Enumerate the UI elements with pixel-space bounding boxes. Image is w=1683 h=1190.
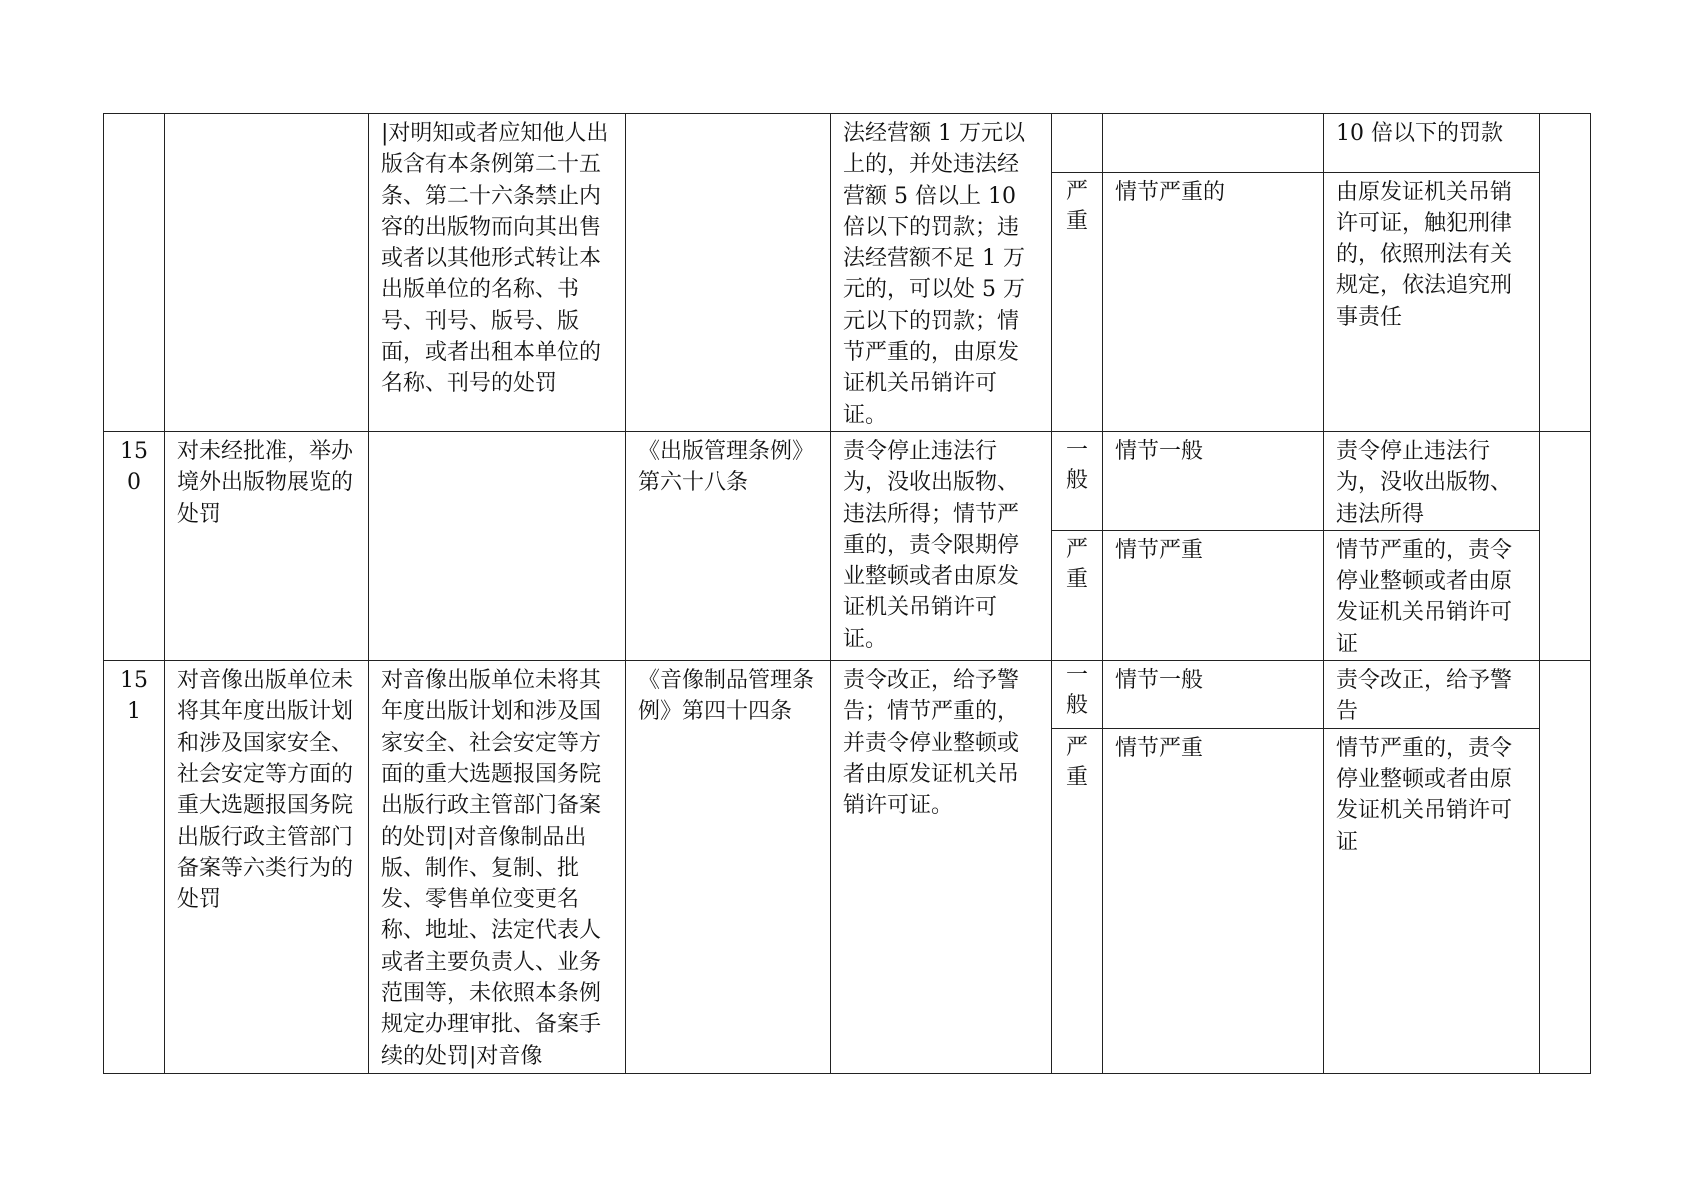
discretion-measure: 由原发证机关吊销许可证，触犯刑律的，依照刑法有关规定，依法追究刑事责任 — [1324, 172, 1540, 431]
level-cell: 一般 — [1052, 431, 1103, 530]
penalty-standard: 责令改正，给予警告；情节严重的，并责令停业整顿或者由原发证机关吊销许可证。 — [831, 661, 1052, 1074]
item-content — [369, 431, 626, 660]
note-cell — [1540, 114, 1591, 432]
row-number: 151 — [104, 661, 165, 1074]
legal-basis: 《音像制品管理条例》第四十四条 — [626, 661, 831, 1074]
discretion-measure: 责令改正，给予警告 — [1324, 661, 1540, 729]
discretion-measure: 情节严重的，责令停业整顿或者由原发证机关吊销许可证 — [1324, 530, 1540, 660]
circumstance: 情节一般 — [1103, 661, 1324, 729]
note-cell — [1540, 661, 1591, 1074]
legal-basis — [626, 114, 831, 432]
level-cell: 严重 — [1052, 172, 1103, 431]
penalty-standards-table — [103, 113, 1591, 1074]
level-cell — [1052, 114, 1103, 173]
circumstance: 情节严重 — [1103, 728, 1324, 1073]
discretion-measure: 责令停止违法行为，没收出版物、违法所得 — [1324, 431, 1540, 530]
discretion-measure: 情节严重的，责令停业整顿或者由原发证机关吊销许可证 — [1324, 728, 1540, 1073]
item-content: 对音像出版单位未将其年度出版计划和涉及国家安全、社会安定等方面的重大选题报国务院出版行政主管部门备案的处罚|对音像制品出版、制作、复制、批发、零售单位变更名称、地址、法定代表人或者主要负责人、业务范围等，未依照本条例规定办理审批、备案手续的处罚|对音像 — [369, 661, 626, 1074]
legal-basis: 《出版管理条例》第六十八条 — [626, 431, 831, 660]
item-content: |对明知或者应知他人出版含有本条例第二十五条、第二十六条禁止内容的出版物而向其出售或者以其他形式转让本出版单位的名称、书号、刊号、版号、版面，或者出租本单位的名称、刊号的处罚 — [369, 114, 626, 432]
level-cell: 一般 — [1052, 661, 1103, 729]
discretion-measure: 10 倍以下的罚款 — [1324, 114, 1540, 173]
table-row — [104, 431, 1591, 530]
circumstance: 情节一般 — [1103, 431, 1324, 530]
circumstance: 情节严重的 — [1103, 172, 1324, 431]
circumstance: 情节严重 — [1103, 530, 1324, 660]
level-cell: 严重 — [1052, 728, 1103, 1073]
row-number: 150 — [104, 431, 165, 660]
level-cell: 严重 — [1052, 530, 1103, 660]
item-name: 对音像出版单位未将其年度出版计划和涉及国家安全、社会安定等方面的重大选题报国务院出版行政主管部门备案等六类行为的处罚 — [165, 661, 369, 1074]
circumstance — [1103, 114, 1324, 173]
item-name — [165, 114, 369, 432]
penalty-standard: 法经营额 1 万元以上的，并处违法经营额 5 倍以上 10 倍以下的罚款；违法经营额不足 1 万元的，可以处 5 万元以下的罚款；情节严重的，由原发证机关吊销许可证。 — [831, 114, 1052, 432]
row-number — [104, 114, 165, 432]
penalty-standard: 责令停止违法行为，没收出版物、违法所得；情节严重的，责令限期停业整顿或者由原发证机关吊销许可证。 — [831, 431, 1052, 660]
table-row — [104, 114, 1591, 173]
table-row — [104, 661, 1591, 729]
note-cell — [1540, 431, 1591, 660]
item-name: 对未经批准，举办境外出版物展览的处罚 — [165, 431, 369, 660]
